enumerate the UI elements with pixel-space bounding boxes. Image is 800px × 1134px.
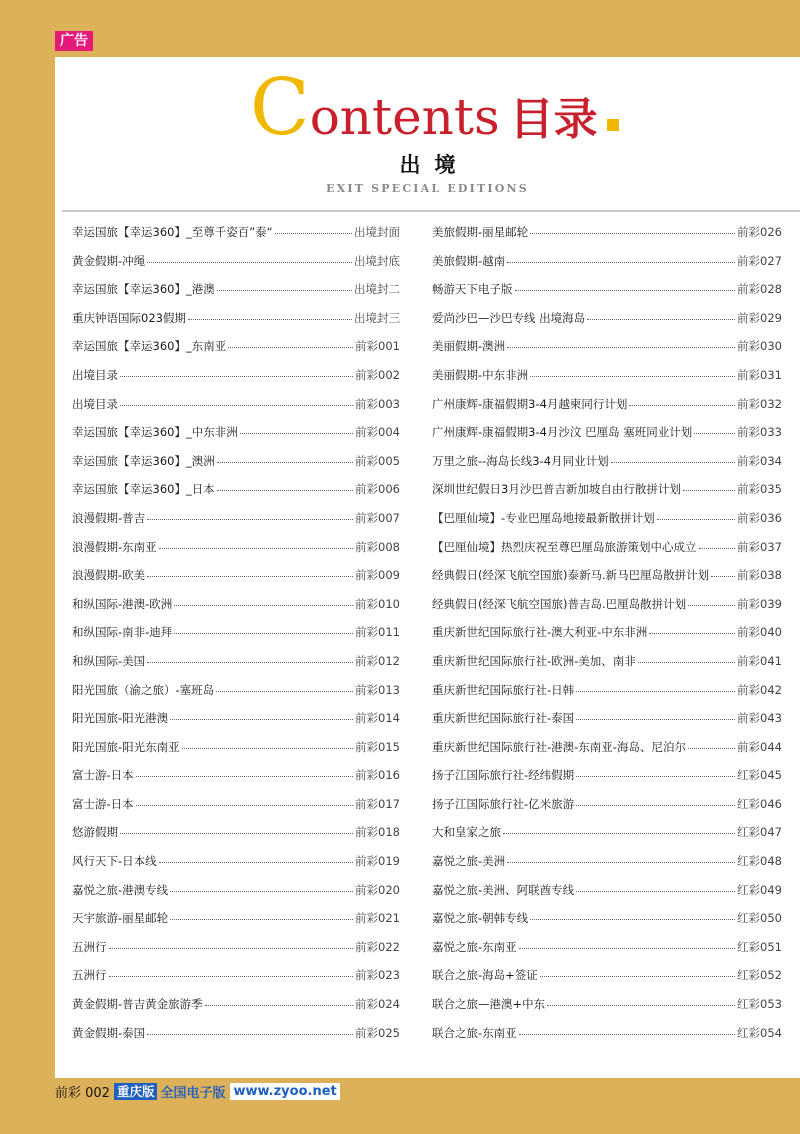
toc-entry-title: 广州康辉-康福假期3-4月沙汶 巴厘岛 塞班同业计划 [432,425,693,440]
toc-leader-dots [576,719,735,720]
toc-leader-dots [147,662,353,663]
toc-leader-dots [109,976,354,977]
toc-entry[interactable] [72,310,400,339]
toc-entry-title: 深圳世纪假日3月沙巴普吉新加坡自由行散拼计划 [432,482,681,497]
toc-entry-title: 五洲行 [72,968,107,983]
toc-entry-title: 重庆新世纪国际旅行社-港澳-东南亚-海岛、尼泊尔 [432,739,686,754]
toc-leader-dots [699,548,736,549]
toc-leader-dots [587,319,735,320]
toc-entry[interactable] [72,882,400,911]
toc-entry-page: 前彩021 [355,911,400,926]
toc-entry-page: 前彩015 [355,739,400,754]
toc-entry-title: 美旅假期-越南 [432,253,506,268]
toc-leader-dots [576,776,735,777]
toc-entry-page: 前彩020 [355,882,400,897]
edition-badge: 重庆版 [114,1083,158,1100]
toc-leader-dots [174,633,353,634]
ad-badge: 广告 [55,31,93,51]
toc-entry-page: 前彩043 [737,711,782,726]
toc-entry-page: 前彩014 [355,711,400,726]
toc-entry-page: 前彩038 [737,568,782,583]
toc-entry-page: 前彩031 [737,367,782,382]
toc-leader-dots [638,662,735,663]
toc-entry[interactable] [72,253,400,282]
toc-right-column [432,224,782,1053]
toc-entry[interactable] [72,939,400,968]
toc-entry[interactable] [432,939,782,968]
toc-entry[interactable] [432,424,782,453]
toc-entry-page: 前彩041 [737,653,782,668]
toc-entry-title: 爱尚沙巴—沙巴专线 出境海岛 [432,310,586,325]
toc-leader-dots [688,605,735,606]
toc-entry[interactable] [432,596,782,625]
toc-leader-dots [649,633,735,634]
toc-entry-title: 和纵国际-南非-迪拜 [72,625,173,640]
toc-leader-dots [530,233,735,234]
toc-entry-page: 前彩037 [737,539,782,554]
toc-entry-page: 红彩045 [737,768,782,783]
contents-page [55,57,800,1078]
toc-entry-page: 红彩052 [737,968,782,983]
toc-leader-dots [217,490,353,491]
toc-entry[interactable] [432,967,782,996]
toc-entry-title: 富士游-日本 [72,768,134,783]
toc-entry[interactable] [72,510,400,539]
toc-entry-page: 前彩024 [355,997,400,1012]
toc-entry-title: 畅游天下电子版 [432,282,513,297]
toc-entry[interactable] [432,824,782,853]
toc-entry-page: 前彩025 [355,1025,400,1040]
toc-entry-title: 浪漫假期-普吉 [72,510,146,525]
toc-leader-dots [120,405,353,406]
toc-entry-page: 前彩044 [737,739,782,754]
toc-entry-page: 前彩007 [355,510,400,525]
toc-entry-page: 红彩046 [737,796,782,811]
toc-leader-dots [657,519,735,520]
toc-entry-title: 风行天下-日本线 [72,854,157,869]
toc-entry[interactable] [72,853,400,882]
toc-leader-dots [170,919,353,920]
toc-entry-page: 前彩030 [737,339,782,354]
toc-leader-dots [147,519,353,520]
toc-entry-title: 美丽假期-中东非洲 [432,367,529,382]
toc-entry-page: 出境封面 [354,225,400,239]
toc-entry-page: 红彩049 [737,882,782,897]
toc-entry-title: 黄金假期-泰国 [72,1025,146,1040]
toc-entry-title: 浪漫假期-欧美 [72,568,146,583]
toc-entry-title: 富士游-日本 [72,796,134,811]
toc-entry-title: 浪漫假期-东南亚 [72,539,157,554]
toc-entry-title: 幸运国旅【幸运360】_港澳 [72,282,215,297]
toc-entry-page: 前彩023 [355,968,400,983]
toc-entry-page: 前彩006 [355,482,400,497]
toc-leader-dots [240,433,353,434]
toc-entry-title: 广州康辉-康福假期3-4月越柬同行计划 [432,396,628,411]
toc-entry[interactable] [72,710,400,739]
toc-entry-title: 嘉悦之旅-港澳专线 [72,882,169,897]
toc-leader-dots [711,576,735,577]
toc-entry-page: 前彩022 [355,939,400,954]
toc-leader-dots [540,976,735,977]
toc-entry-page: 红彩054 [737,1025,782,1040]
toc-entry[interactable] [432,996,782,1025]
toc-leader-dots [507,262,735,263]
toc-entry[interactable] [432,567,782,596]
toc-entry-page: 红彩053 [737,997,782,1012]
title-rest: ontents [309,88,500,146]
toc-leader-dots [205,1005,353,1006]
toc-entry-title: 美旅假期-丽星邮轮 [432,225,529,239]
toc-entry[interactable] [432,1025,782,1054]
toc-entry-title: 重庆钟语国际023假期 [72,310,186,325]
toc-leader-dots [120,833,353,834]
toc-entry[interactable] [72,624,400,653]
toc-entry[interactable] [432,624,782,653]
toc-entry[interactable] [72,539,400,568]
toc-entry-title: 出境目录 [72,396,118,411]
toc-entry-page: 前彩026 [737,225,782,239]
toc-leader-dots [530,919,735,920]
toc-entry-title: 联合之旅—港澳+中东 [432,997,546,1012]
toc-entry[interactable] [432,396,782,425]
toc-leader-dots [136,776,353,777]
toc-leader-dots [159,862,353,863]
toc-entry-title: 悠游假期 [72,825,118,840]
toc-entry-title: 经典假日(经深飞航空国旅)泰新马.新马巴厘岛散拼计划 [432,568,710,583]
toc-entry[interactable] [432,767,782,796]
toc-entry-title: 经典假日(经深飞航空国旅)普吉岛.巴厘岛散拼计划 [432,596,687,611]
toc-leader-dots [109,948,354,949]
toc-entry[interactable] [432,796,782,825]
toc-entry-page: 前彩036 [737,510,782,525]
toc-leader-dots [188,319,352,320]
toc-entry-title: 重庆新世纪国际旅行社-泰国 [432,711,575,726]
toc-entry[interactable] [72,281,400,310]
toc-entry-page: 红彩050 [737,911,782,926]
toc-leader-dots [576,891,735,892]
section-subtitle: 出境 [399,153,470,177]
toc-entry-page: 前彩004 [355,425,400,440]
toc-leader-dots [136,805,353,806]
toc-entry-page: 前彩019 [355,854,400,869]
toc-entry-title: 天宇旅游-丽星邮轮 [72,911,169,926]
toc-leader-dots [515,290,736,291]
toc-entry-title: 幸运国旅【幸运360】_中东非洲 [72,425,238,440]
toc-entry-page: 前彩003 [355,396,400,411]
toc-entry-title: 幸运国旅【幸运360】_日本 [72,482,215,497]
toc-leader-dots [683,490,735,491]
toc-leader-dots [688,748,735,749]
toc-entry[interactable] [72,653,400,682]
toc-entry-title: 出境目录 [72,367,118,382]
toc-leader-dots [217,290,352,291]
toc-entry-page: 前彩013 [355,682,400,697]
toc-entry[interactable] [72,596,400,625]
toc-entry-page: 前彩028 [737,282,782,297]
toc-entry-page: 出境封底 [354,253,400,268]
toc-left-column [72,224,400,1053]
toc-entry[interactable] [432,882,782,911]
toc-leader-dots [275,233,352,234]
toc-leader-dots [147,576,353,577]
toc-entry-page: 红彩047 [737,825,782,840]
toc-entry-title: 幸运国旅【幸运360】_至尊千姿百”泰“ [72,225,273,239]
toc-entry-page: 红彩048 [737,854,782,869]
toc-entry[interactable] [72,567,400,596]
toc-entry[interactable] [72,338,400,367]
toc-entry[interactable] [72,424,400,453]
toc-leader-dots [228,347,353,348]
toc-entry[interactable] [72,767,400,796]
toc-leader-dots [519,1034,735,1035]
toc-leader-dots [503,833,735,834]
toc-entry-page: 前彩009 [355,568,400,583]
toc-entry[interactable] [432,910,782,939]
toc-leader-dots [530,376,735,377]
toc-leader-dots [547,1005,735,1006]
toc-entry-title: 重庆新世纪国际旅行社-欧洲-美加、南非 [432,653,636,668]
page-header [55,57,800,212]
toc-entry-page: 前彩018 [355,825,400,840]
toc-entry-title: 五洲行 [72,939,107,954]
toc-entry-page: 出境封三 [354,310,400,325]
toc-entry-page: 前彩016 [355,768,400,783]
title-chinese: 目录 [509,94,598,145]
toc-entry-title: 黄金假期-冲绳 [72,253,146,268]
toc-leader-dots [147,262,352,263]
toc-entry-title: 大和皇家之旅 [432,825,501,840]
toc-entry-title: 嘉悦之旅-美洲、阿联酋专线 [432,882,575,897]
toc-entry[interactable] [432,481,782,510]
toc-entry[interactable] [432,338,782,367]
toc-entry-title: 扬子江国际旅行社-亿米旅游 [432,796,575,811]
toc-entry-title: 万里之旅--海岛长线3-4月同业计划 [432,453,609,468]
toc-entry-page: 前彩010 [355,596,400,611]
toc-entry-title: 嘉悦之旅-朝韩专线 [432,911,529,926]
toc-entry-title: 和纵国际-美国 [72,653,146,668]
toc-entry[interactable] [72,481,400,510]
toc-entry-title: 黄金假期-普吉黄金旅游季 [72,997,203,1012]
toc-entry-title: 【巴厘仙境】热烈庆祝至尊巴厘岛旅游策划中心成立 [432,539,697,554]
toc-entry-title: 阳光国旅-阳光东南亚 [72,739,180,754]
toc-leader-dots [629,405,735,406]
toc-entry-page: 前彩034 [737,453,782,468]
header-divider [62,210,800,212]
toc-entry[interactable] [432,739,782,768]
toc-entry[interactable] [72,224,400,253]
toc-entry[interactable] [432,453,782,482]
toc-entry-page: 红彩051 [737,939,782,954]
toc-entry[interactable] [432,224,782,253]
toc-entry-page: 前彩001 [355,339,400,354]
page-title [250,63,598,153]
toc-entry-title: 美丽假期-澳洲 [432,339,506,354]
edition-suffix: 全国电子版 [160,1086,226,1101]
toc-entry[interactable] [432,853,782,882]
toc-leader-dots [147,1034,353,1035]
toc-entry-title: 阳光国旅（渝之旅）-塞班岛 [72,682,215,697]
toc-entry-page: 前彩033 [737,425,782,440]
page-footer [55,1083,340,1100]
section-subtitle-english: EXIT SPECIAL EDITIONS [326,182,529,195]
toc-entry[interactable] [432,682,782,711]
toc-entry[interactable] [432,710,782,739]
toc-entry-title: 重庆新世纪国际旅行社-日韩 [432,682,575,697]
toc-entry-title: 扬子江国际旅行社-经纬假期 [432,768,575,783]
toc-leader-dots [182,748,353,749]
toc-entry-title: 联合之旅-东南亚 [432,1025,517,1040]
toc-entry-page: 前彩012 [355,653,400,668]
toc-entry-page: 前彩011 [355,625,400,640]
toc-entry[interactable] [72,396,400,425]
toc-entry[interactable] [432,310,782,339]
toc-leader-dots [507,862,735,863]
toc-entry[interactable] [72,824,400,853]
title-accent-square [607,119,619,131]
toc-entry[interactable] [72,682,400,711]
toc-entry[interactable] [72,910,400,939]
toc-entry-page: 前彩027 [737,253,782,268]
toc-leader-dots [519,948,735,949]
toc-entry[interactable] [432,253,782,282]
toc-entry-title: 幸运国旅【幸运360】_东南亚 [72,339,227,354]
website-link[interactable]: www.zyoo.net [230,1083,339,1100]
toc-entry[interactable] [72,996,400,1025]
toc-entry-page: 出境封二 [354,282,400,297]
toc-entry[interactable] [432,510,782,539]
toc-entry[interactable] [72,367,400,396]
toc-leader-dots [170,719,353,720]
toc-leader-dots [216,691,353,692]
toc-entry[interactable] [432,539,782,568]
toc-entry-title: 阳光国旅-阳光港澳 [72,711,169,726]
toc-entry-title: 和纵国际-港澳-欧洲 [72,596,173,611]
toc-entry-page: 前彩017 [355,796,400,811]
toc-entry-page: 前彩002 [355,367,400,382]
toc-entry-title: 【巴厘仙境】-专业巴厘岛地接最新散拼计划 [432,510,655,525]
toc-entry[interactable] [72,739,400,768]
toc-entry[interactable] [432,653,782,682]
toc-entry-title: 联合之旅-海岛+签证 [432,968,538,983]
toc-entry-page: 前彩040 [737,625,782,640]
toc-leader-dots [174,605,353,606]
title-initial: C [250,63,310,153]
toc-entry-title: 嘉悦之旅-美洲 [432,854,506,869]
toc-entry-page: 前彩032 [737,396,782,411]
toc-leader-dots [576,805,735,806]
toc-entry[interactable] [72,967,400,996]
toc-entry-page: 前彩008 [355,539,400,554]
toc-entry-page: 前彩039 [737,596,782,611]
toc-entry-title: 嘉悦之旅-东南亚 [432,939,517,954]
footer-page-number: 前彩 002 [55,1086,110,1101]
toc-entry-page: 前彩035 [737,482,782,497]
toc-entry[interactable] [432,367,782,396]
toc-entry-page: 前彩005 [355,453,400,468]
toc-leader-dots [611,462,735,463]
toc-leader-dots [507,347,735,348]
toc-entry[interactable] [432,281,782,310]
toc-leader-dots [170,891,353,892]
toc-entry[interactable] [72,453,400,482]
toc-entry[interactable] [72,1025,400,1054]
toc-entry-page: 前彩042 [737,682,782,697]
toc-entry-page: 前彩029 [737,310,782,325]
toc-entry-title: 重庆新世纪国际旅行社-澳大利亚-中东非洲 [432,625,648,640]
toc-entry-title: 幸运国旅【幸运360】_澳洲 [72,453,215,468]
toc-leader-dots [159,548,353,549]
toc-entry[interactable] [72,796,400,825]
toc-leader-dots [576,691,735,692]
toc-leader-dots [217,462,353,463]
toc-leader-dots [120,376,353,377]
toc-leader-dots [694,433,735,434]
